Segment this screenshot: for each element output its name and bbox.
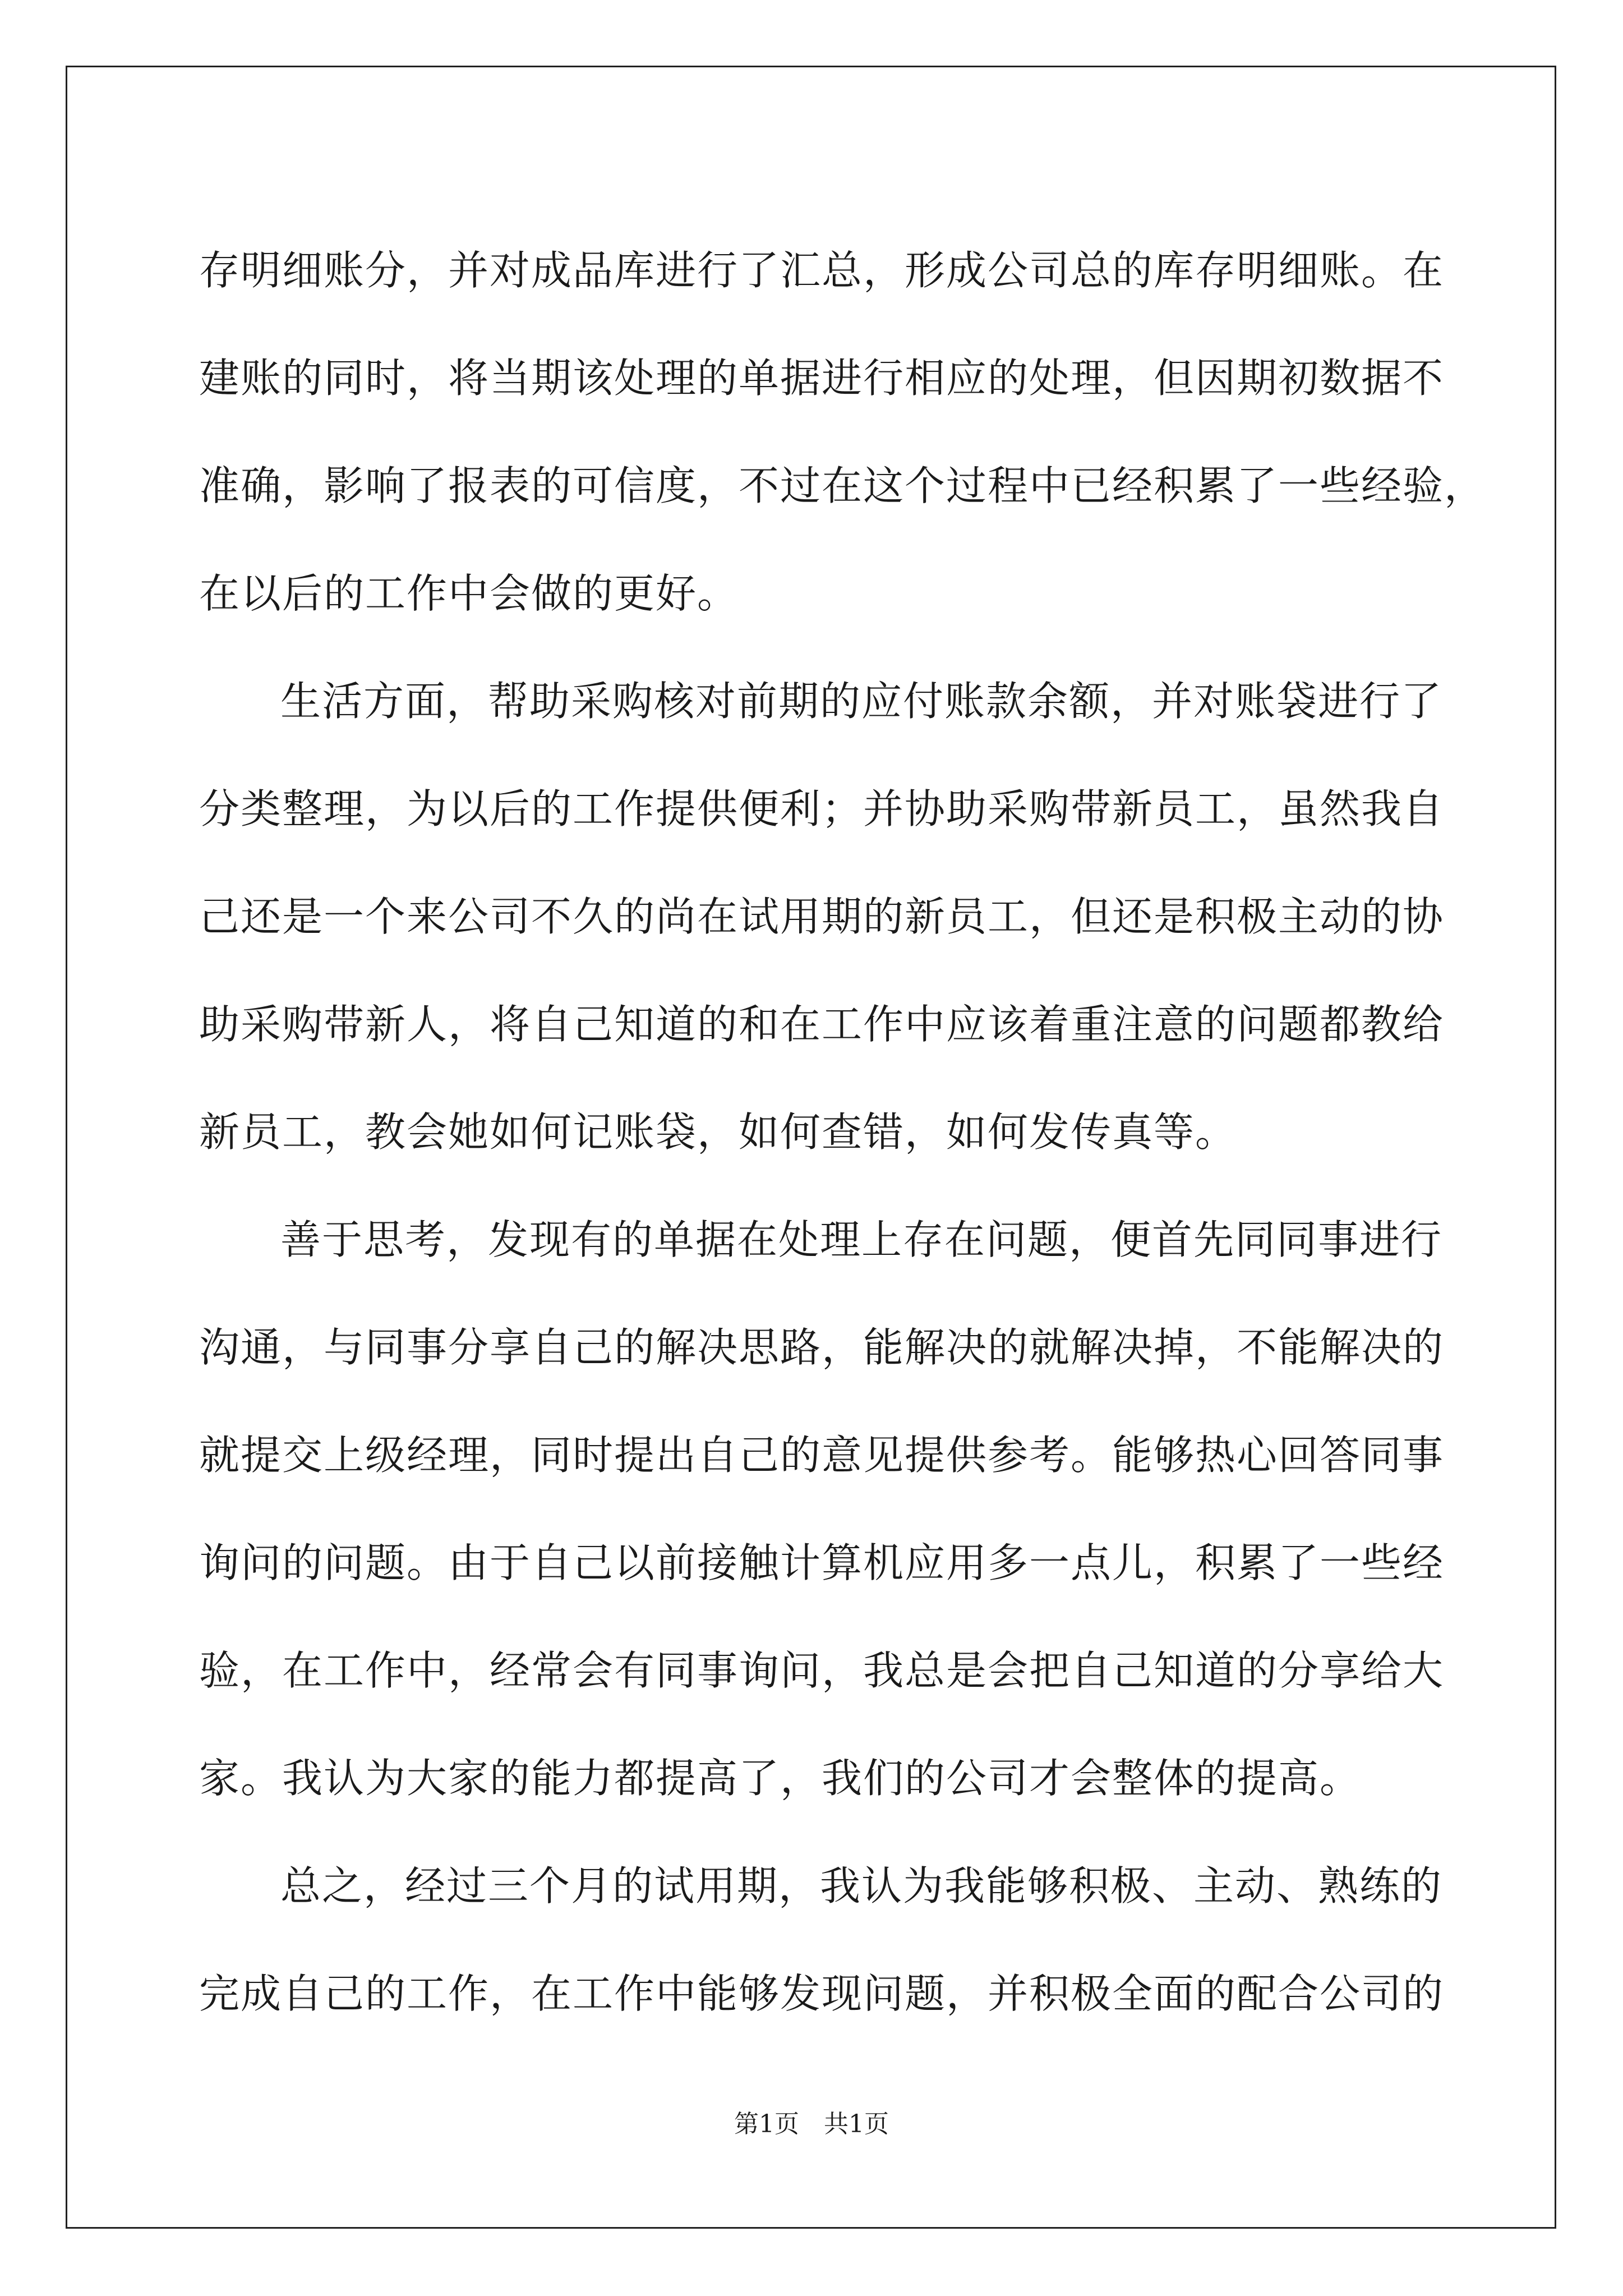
text-line: 总之，经过三个月的试用期，我认为我能够积极、主动、熟练的 (280, 1862, 1443, 1910)
text-line: 新员工，教会她如何记账袋，如何查错，如何发传真等。 (199, 1108, 1237, 1156)
text-line: 存明细账分，并对成品库进行了汇总，形成公司总的库存明细账。在 (199, 247, 1445, 294)
text-line: 沟通，与同事分享自己的解决思路，能解决的就解决掉，不能解决的 (199, 1324, 1445, 1371)
text-line: 家。我认为大家的能力都提高了，我们的公司才会整体的提高。 (199, 1755, 1362, 1802)
text-line: 分类整理，为以后的工作提供便利；并协助采购带新员工，虽然我自 (199, 785, 1445, 832)
page-footer: 第1页 共1页 (734, 2110, 889, 2138)
text-line: 完成自己的工作，在工作中能够发现问题，并积极全面的配合公司的 (199, 1970, 1445, 2017)
text-line: 生活方面，帮助采购核对前期的应付账款余额，并对账袋进行了 (280, 678, 1443, 725)
text-line: 询问的问题。由于自己以前接触计算机应用多一点儿，积累了一些经 (199, 1539, 1445, 1586)
text-line: 己还是一个来公司不久的尚在试用期的新员工，但还是积极主动的协 (199, 893, 1445, 940)
text-line: 准确，影响了报表的可信度，不过在这个过程中已经积累了一些经验， (199, 462, 1486, 509)
text-line: 在以后的工作中会做的更好。 (199, 570, 739, 617)
text-line: 助采购带新人，将自己知道的和在工作中应该着重注意的问题都教给 (199, 1001, 1445, 1048)
text-line: 就提交上级经理，同时提出自己的意见提供参考。能够热心回答同事 (199, 1432, 1445, 1479)
text-line: 善于思考，发现有的单据在处理上存在问题，便首先同同事进行 (280, 1216, 1443, 1263)
text-line: 验，在工作中，经常会有同事询问，我总是会把自己知道的分享给大 (199, 1647, 1445, 1694)
text-line: 建账的同时，将当期该处理的单据进行相应的处理，但因期初数据不 (199, 355, 1445, 402)
document-body (199, 217, 1486, 2047)
